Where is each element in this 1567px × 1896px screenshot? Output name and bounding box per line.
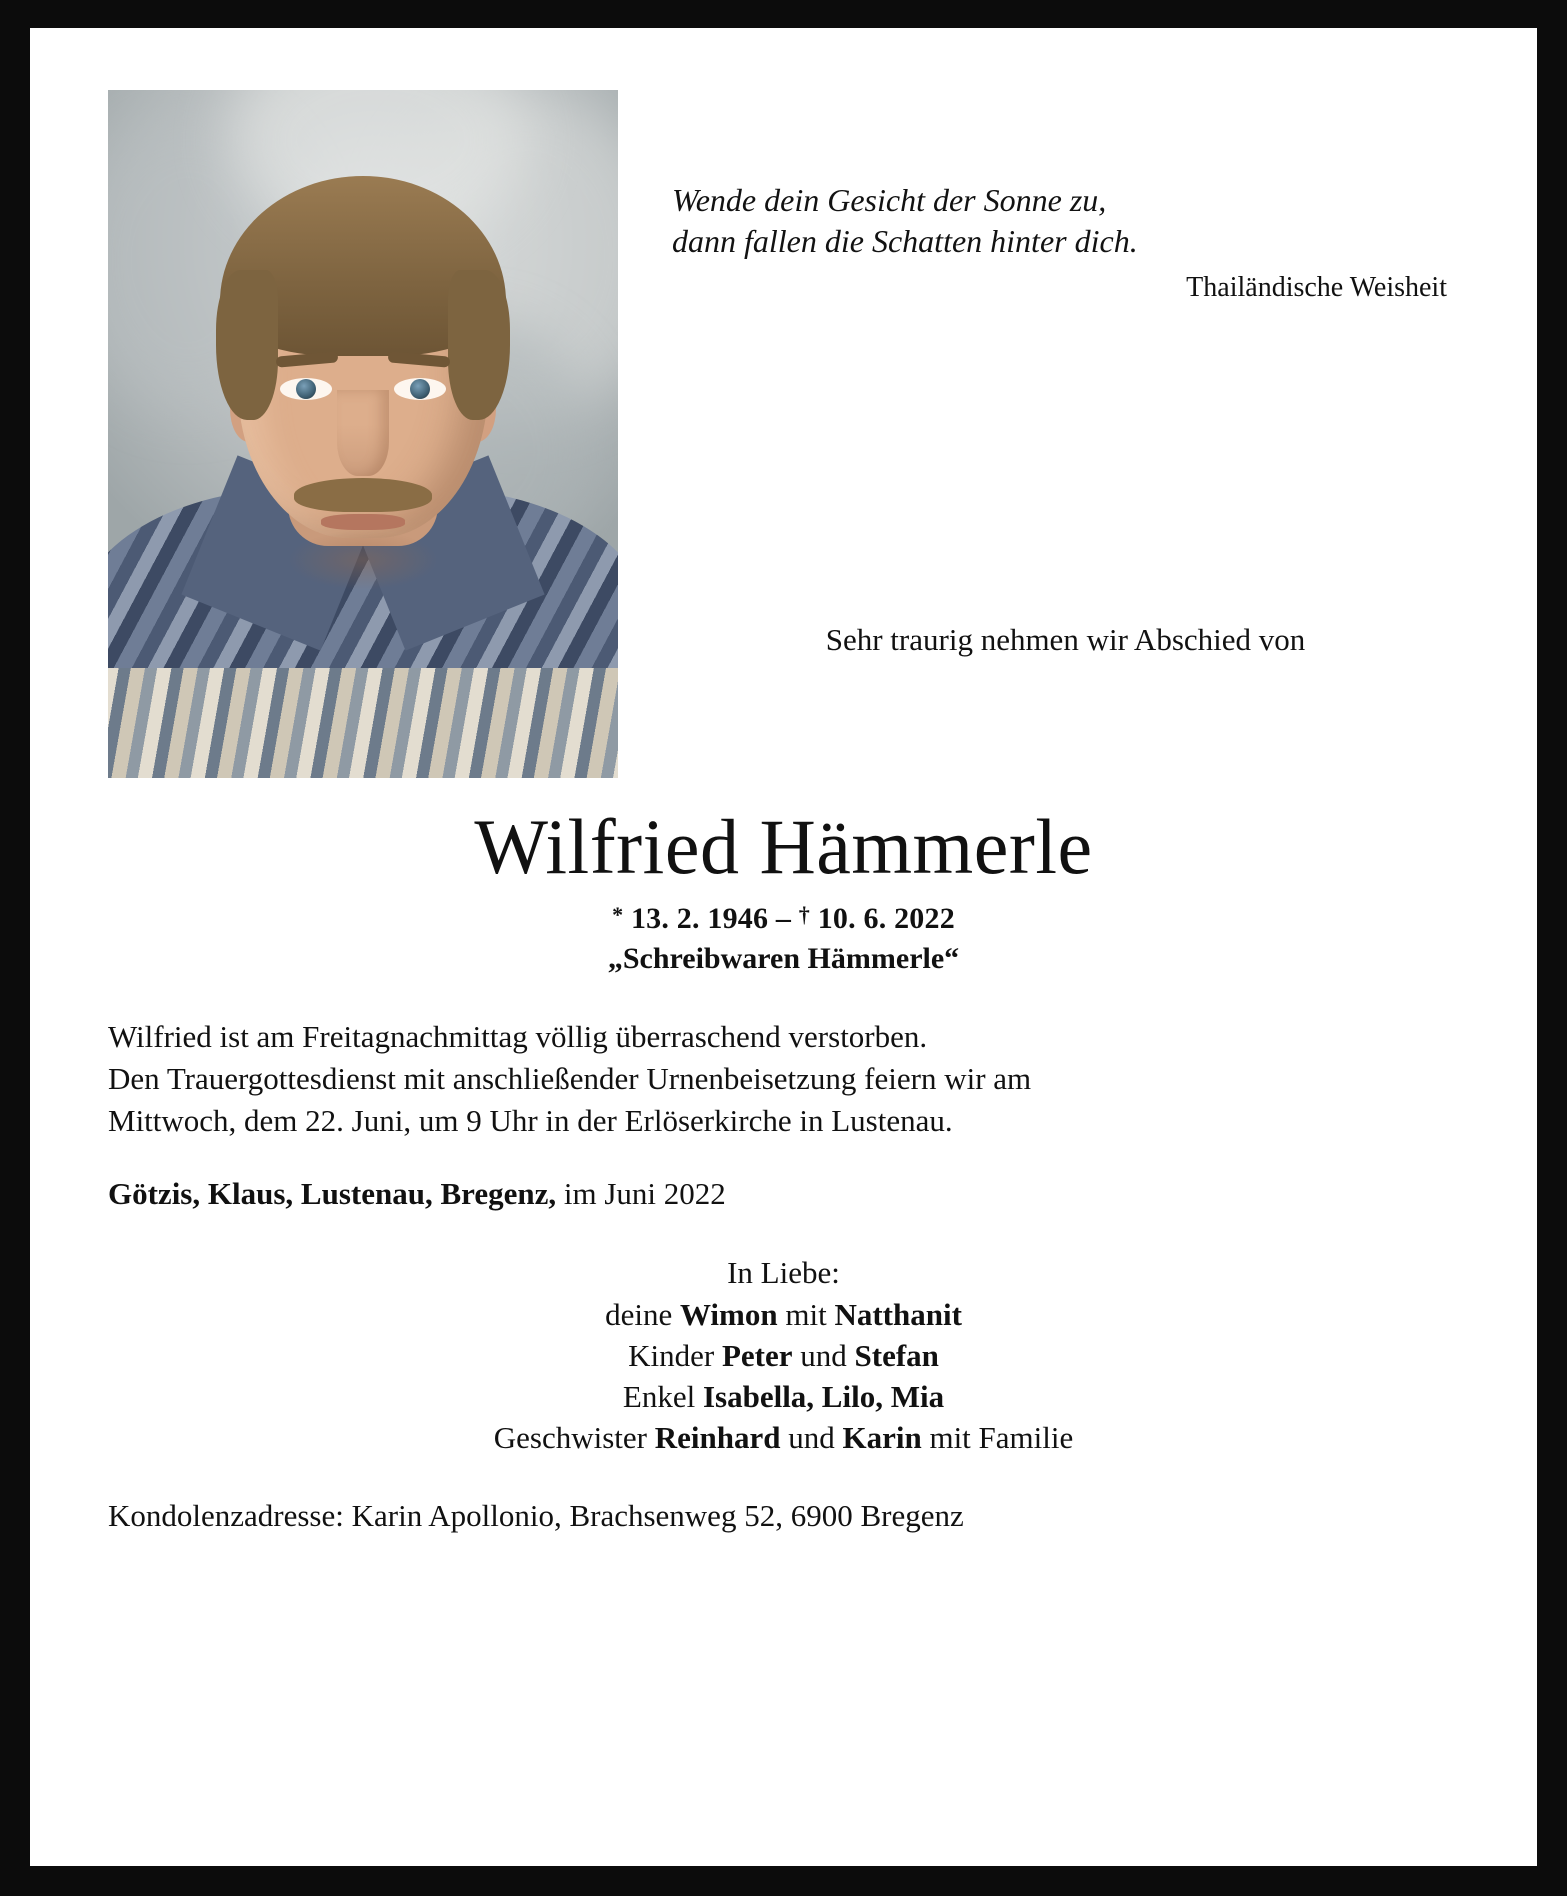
shop-name: „Schreibwaren Hämmerle“ <box>607 941 960 975</box>
quote-line-2: dann fallen die Schatten hinter dich. <box>672 222 1138 259</box>
family-line-mid: mit <box>777 1296 835 1332</box>
family-line-pre: Enkel <box>622 1379 703 1415</box>
family-heading: In Liebe: <box>727 1255 840 1291</box>
hair-side-left <box>216 270 278 420</box>
announcement-line-3: Mittwoch, dem 22. Juni, um 9 Uhr in der Erlöserkirche in Lustenau. <box>108 1103 953 1139</box>
family-line-mid: und <box>780 1420 843 1456</box>
family-line-mid: und <box>792 1337 855 1373</box>
birth-symbol: * <box>612 901 624 927</box>
places-and-date <box>108 1176 1459 1212</box>
eye-right <box>394 378 446 400</box>
announcement-line-2: Den Trauergottesdienst mit anschließender Urnenbeisetzung feiern wir am <box>108 1061 1032 1097</box>
places-towns: Götzis, Klaus, Lustenau, Bregenz, <box>108 1176 557 1212</box>
portrait-photo-image <box>108 90 618 778</box>
quote-column <box>618 90 1459 658</box>
obituary-card <box>30 28 1537 1866</box>
family-line-post: mit Familie <box>921 1420 1074 1456</box>
nose <box>337 390 389 476</box>
mouth <box>321 514 405 530</box>
chin-shadow <box>288 530 438 590</box>
family-line <box>108 1376 1459 1417</box>
date-separator: – <box>775 901 792 935</box>
eye-left <box>280 378 332 400</box>
shirt-lower-pattern <box>108 668 618 778</box>
announcement-text <box>108 1016 1459 1142</box>
family-line-name-2: Karin <box>842 1420 922 1456</box>
quote-source: Thailändische Weisheit <box>1186 271 1447 303</box>
death-date: 10. 6. 2022 <box>817 901 955 935</box>
death-symbol: † <box>798 901 810 927</box>
announcement-line-1: Wilfried ist am Freitagnachmittag völlig überraschend verstorben. <box>108 1018 928 1054</box>
top-section <box>108 90 1459 778</box>
family-line-name-1: Wimon <box>679 1296 778 1332</box>
family-line-name-1: Peter <box>721 1337 793 1373</box>
family-line-pre: Geschwister <box>493 1420 655 1456</box>
places-date: im Juni 2022 <box>556 1176 726 1212</box>
family-line-name-2: Stefan <box>854 1337 939 1373</box>
family-line <box>108 1417 1459 1458</box>
quote-text <box>672 180 1459 262</box>
deceased-name: Wilfried Hämmerle <box>474 803 1093 890</box>
mustache <box>294 478 432 512</box>
family-section <box>108 1252 1459 1458</box>
family-line-pre: deine <box>605 1296 680 1332</box>
iris-right <box>410 379 430 399</box>
family-line-name-1: Isabella, Lilo, Mia <box>702 1379 945 1415</box>
iris-left <box>296 379 316 399</box>
condolence-address: Kondolenzadresse: Karin Apollonio, Brachsenweg 52, 6900 Bregenz <box>108 1498 964 1534</box>
family-line <box>108 1294 1459 1335</box>
family-line-name-1: Reinhard <box>654 1420 781 1456</box>
birth-date: 13. 2. 1946 <box>630 901 769 935</box>
family-line-pre: Kinder <box>628 1337 722 1373</box>
family-line <box>108 1335 1459 1376</box>
portrait-photo <box>108 90 618 778</box>
farewell-line: Sehr traurig nehmen wir Abschied von <box>825 621 1306 657</box>
family-line-name-2: Natthanit <box>834 1296 962 1332</box>
hair-side-right <box>448 270 510 420</box>
life-dates <box>108 902 1459 936</box>
quote-line-1: Wende dein Gesicht der Sonne zu, <box>672 182 1107 218</box>
